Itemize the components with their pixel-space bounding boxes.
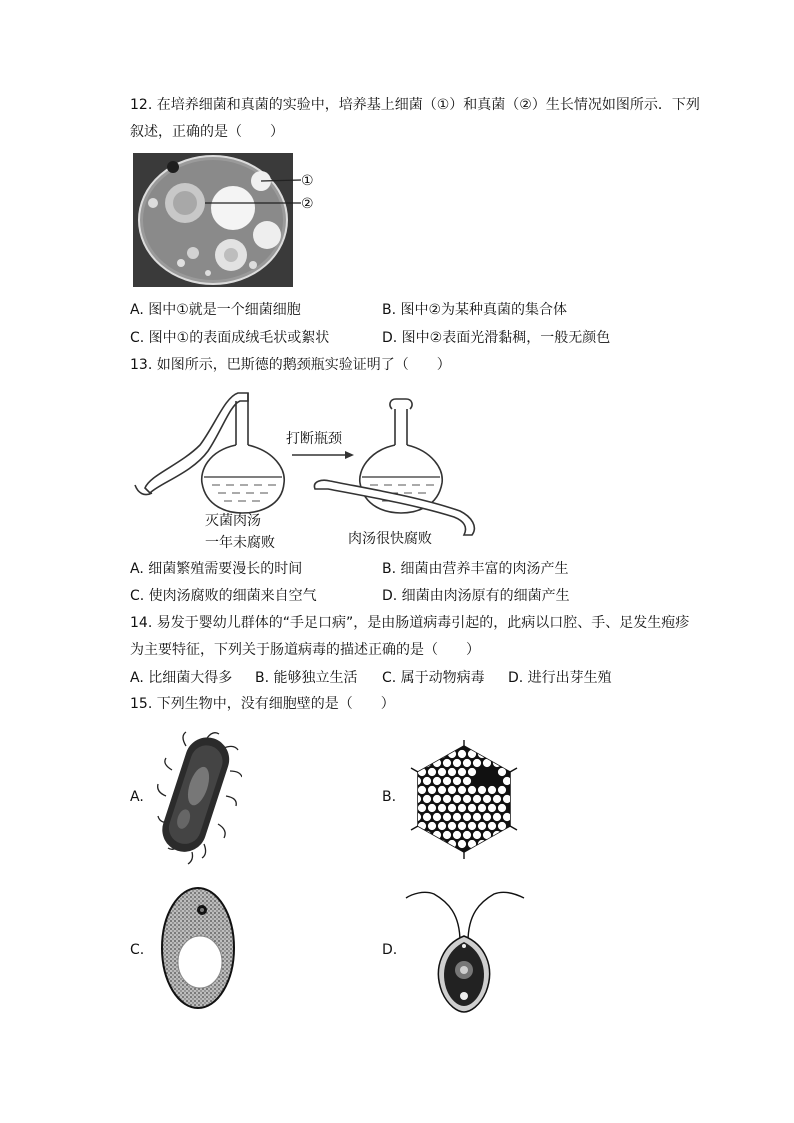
q13-option-a[interactable]: A. 细菌繁殖需要漫长的时间 [130, 561, 303, 577]
q15-stem-line1: 15. 下列生物中，没有细胞壁的是（ ） [130, 696, 395, 712]
q13-option-b[interactable]: B. 细菌由营养丰富的肉汤产生 [382, 561, 569, 577]
petri-dish-figure [133, 153, 333, 288]
marker-1: ① [301, 173, 314, 189]
q14-option-b[interactable]: B. 能够独立生活 [255, 670, 358, 686]
fungus-colony-large [211, 186, 255, 230]
q13-option-c[interactable]: C. 使肉汤腐败的细菌来自空气 [130, 588, 317, 604]
q15-label-d[interactable]: D. [382, 942, 398, 958]
swan-neck-flask-figure [130, 385, 490, 555]
q12-option-c[interactable]: C. 图中①的表面成绒毛状或絮状 [130, 330, 330, 346]
vacuole [178, 936, 222, 988]
q14-option-a[interactable]: A. 比细菌大得多 [130, 670, 233, 686]
q14-stem-line2: 为主要特征，下列关于肠道病毒的描述正确的是（ ） [130, 642, 480, 658]
right-caption: 肉汤很快腐败 [348, 531, 432, 547]
q13-option-d[interactable]: D. 细菌由肉汤原有的细菌产生 [382, 588, 570, 604]
q15-label-c[interactable]: C. [130, 942, 145, 958]
marker-2: ② [301, 196, 314, 212]
left-flask-bulb [202, 445, 285, 513]
q14-option-d[interactable]: D. 进行出芽生殖 [508, 670, 612, 686]
flagellum-right [468, 892, 524, 942]
bacterium-figure [152, 726, 242, 866]
q13-stem-line1: 13. 如图所示，巴斯德的鹅颈瓶实验证明了（ ） [130, 357, 451, 373]
chlamydomonas-figure [404, 884, 529, 1014]
q12-stem-line2: 叙述，正确的是（ ） [130, 124, 284, 140]
q12-option-d[interactable]: D. 图中②表面光滑黏稠，一般无颜色 [382, 330, 611, 346]
q12-stem-line1: 12. 在培养细菌和真菌的实验中，培养基上细菌（①）和真菌（②）生长情况如图所示．下列 [130, 97, 700, 113]
yeast-cell-figure [158, 884, 238, 1014]
q12-option-b[interactable]: B. 图中②为某种真菌的集合体 [382, 302, 568, 318]
q15-label-b[interactable]: B. [382, 789, 397, 805]
q14-stem-line1: 14. 易发于婴幼儿群体的“手足口病”，是由肠道病毒引起的，此病以口腔、手、足发生疱疹 [130, 615, 690, 631]
q15-label-a[interactable]: A. [130, 789, 144, 805]
left-caption-1: 灭菌肉汤 [205, 513, 261, 529]
flagellum-left [406, 892, 460, 942]
virus-figure [404, 740, 524, 860]
left-caption-2: 一年未腐败 [205, 535, 275, 551]
arrow-label: 打断瓶颈 [286, 431, 342, 447]
q14-option-c[interactable]: C. 属于动物病毒 [382, 670, 485, 686]
q12-option-a[interactable]: A. 图中①就是一个细菌细胞 [130, 302, 301, 318]
